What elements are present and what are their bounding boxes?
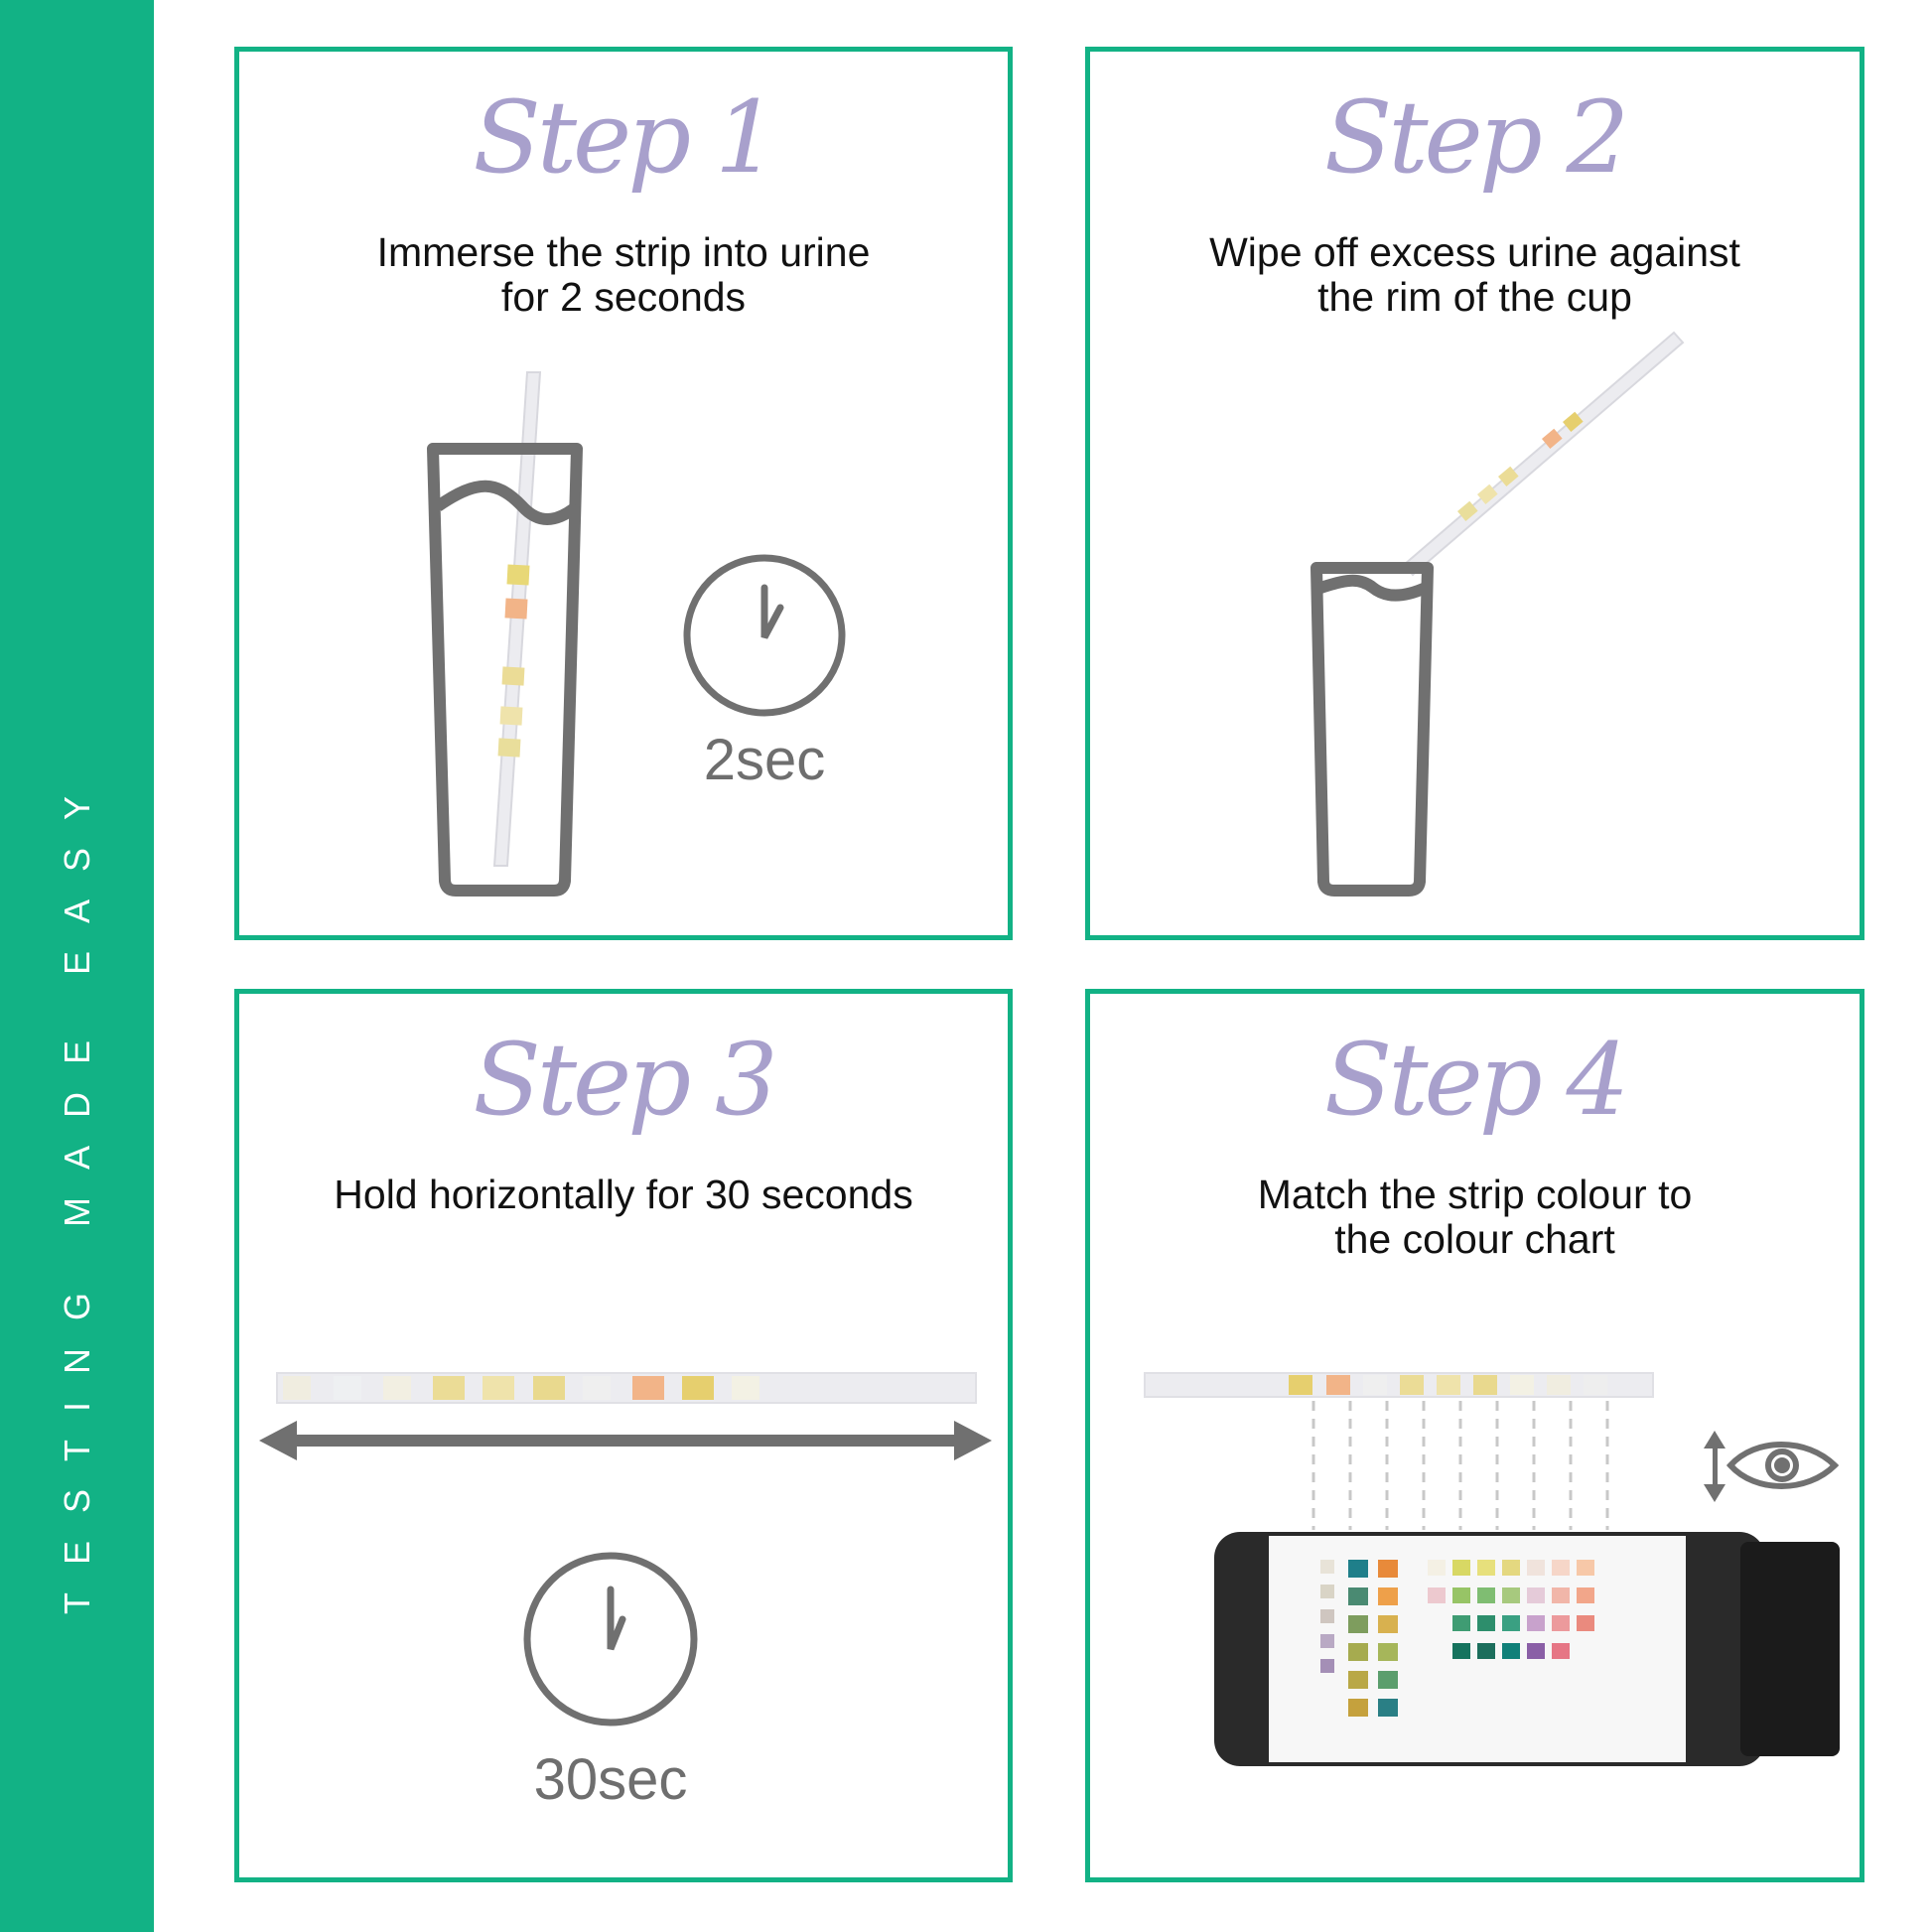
sidebar bbox=[0, 0, 154, 1932]
clock-icon bbox=[527, 1556, 694, 1723]
step-1-instruction-line2: for 2 seconds bbox=[500, 274, 747, 320]
step-1-title: Step 1 bbox=[473, 79, 774, 196]
cup-icon bbox=[1316, 568, 1428, 891]
test-strip-icon bbox=[277, 1373, 976, 1403]
step-4-title: Step 4 bbox=[1323, 1022, 1626, 1138]
step-1-panel bbox=[234, 47, 1013, 940]
step-2-illustration bbox=[1090, 52, 1860, 935]
step-2-panel bbox=[1085, 47, 1864, 940]
step-3-timer-label: 30sec bbox=[533, 1747, 688, 1812]
dashed-guide-lines bbox=[1313, 1401, 1607, 1530]
step-4-instruction-line2: the colour chart bbox=[1334, 1216, 1615, 1262]
step-3-instruction-line1: Hold horizontally for 30 seconds bbox=[334, 1172, 913, 1217]
vertical-arrow-icon bbox=[1704, 1431, 1725, 1502]
double-arrow-icon bbox=[259, 1421, 992, 1460]
clock-icon bbox=[687, 558, 842, 713]
step-4-instruction-line1: Match the strip colour to bbox=[1257, 1172, 1693, 1217]
step-1-timer-label: 2sec bbox=[703, 728, 826, 792]
step-1-illustration bbox=[239, 52, 1008, 935]
step-1-instruction-line1: Immerse the strip into urine bbox=[376, 229, 871, 275]
step-3-title: Step 3 bbox=[473, 1022, 774, 1138]
test-strip-icon bbox=[1145, 1373, 1653, 1397]
step-2-instruction-line2: the rim of the cup bbox=[1317, 274, 1632, 320]
eye-icon bbox=[1730, 1445, 1835, 1486]
step-2-title: Step 2 bbox=[1323, 79, 1626, 196]
step-3-panel bbox=[234, 989, 1013, 1882]
sidebar-tagline: TESTING MADE EASY bbox=[57, 767, 97, 1615]
test-strip-icon bbox=[1404, 333, 1683, 575]
step-3-illustration bbox=[239, 994, 1008, 1877]
step-4-illustration bbox=[1090, 994, 1860, 1877]
step-4-panel bbox=[1085, 989, 1864, 1882]
bottle-icon bbox=[1214, 1532, 1840, 1766]
step-2-instruction-line1: Wipe off excess urine against bbox=[1209, 229, 1740, 275]
